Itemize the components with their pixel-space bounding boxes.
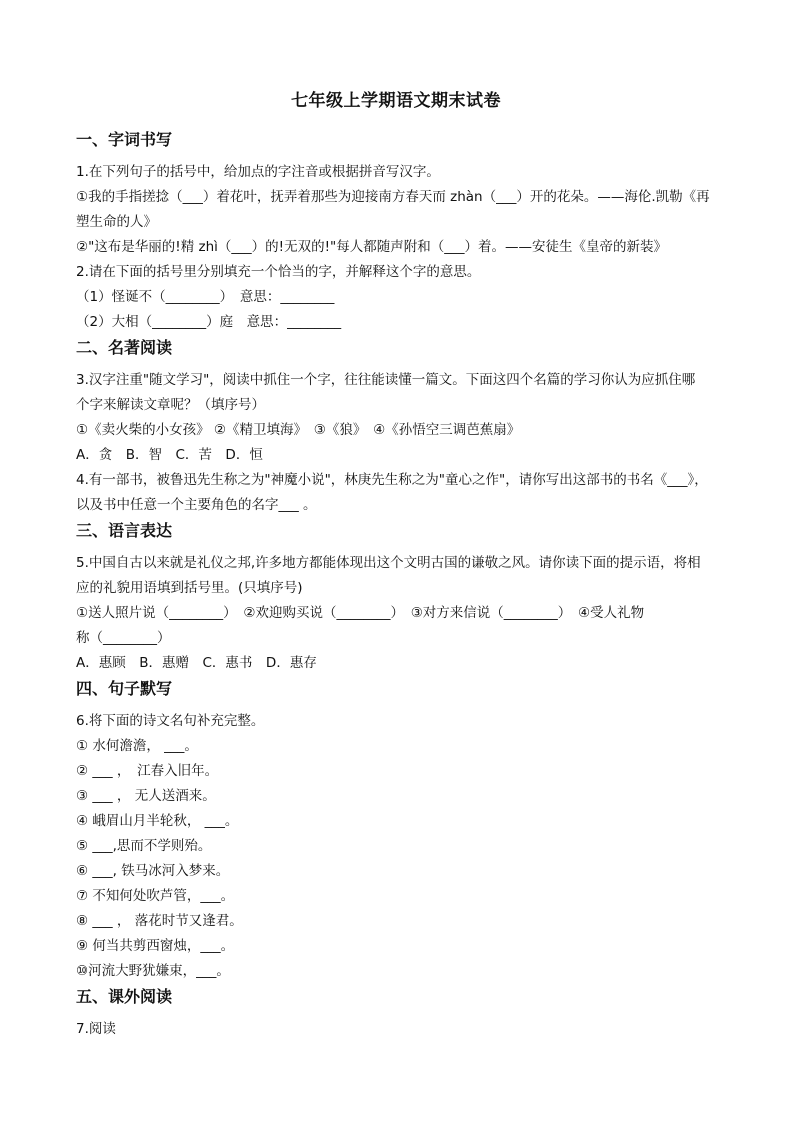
question-line: ①送人照片说（________） ②欢迎购买说（________） ③对方来信说（________） ④受人礼物	[76, 605, 645, 621]
question-line: 塑生命的人》	[76, 214, 157, 230]
question-line: ①《卖火柴的小女孩》 ②《精卫填海》 ③《狼》 ④《孙悟空三调芭蕉扇》	[76, 422, 521, 438]
section-1	[76, 127, 716, 335]
poem-line: ⑩河流大野犹嫌束，___。	[76, 963, 230, 979]
question-line: 5.中国自古以来就是礼仪之邦,许多地方都能体现出这个文明古国的谦敬之风。请你读下面的提示语，将相	[76, 555, 701, 571]
question-line: 应的礼貌用语填到括号里。(只填序号)	[76, 580, 303, 596]
section-3	[76, 518, 716, 676]
poem-line: ⑨ 何当共剪西窗烛，___。	[76, 938, 235, 954]
page-title: 七年级上学期语文期末试卷	[291, 91, 501, 111]
question-line: 个字来解读文章呢？（填序号）	[76, 397, 265, 413]
question-line: 4.有一部书，被鲁迅先生称之为"神魔小说"，林庚先生称之为"童心之作"，请你写出这部书的书名《___》，	[76, 472, 708, 488]
question-line: 3.汉字注重"随文学习"，阅读中抓住一个字，往往能读懂一篇文。下面这四个名篇的学习你认为应抓住哪	[76, 372, 696, 388]
poem-line: ① 水何澹澹， ___。	[76, 738, 198, 754]
question-line: 以及书中任意一个主要角色的名字___ 。	[76, 497, 317, 513]
question-line: A．惠顾 B．惠赠 C．惠书 D．惠存	[76, 655, 317, 671]
question-line: ①我的手指搓捻（___）着花叶，抚弄着那些为迎接南方春天而 zhàn（___）开的花朵。——海伦.凯勒《再	[76, 189, 710, 205]
question-line: 称（________）	[76, 630, 171, 646]
question-line: 2.请在下面的括号里分别填充一个恰当的字，并解释这个字的意思。	[76, 264, 481, 280]
section-4	[76, 676, 716, 984]
section-heading: 五、课外阅读	[76, 987, 173, 1006]
poem-line: ④ 峨眉山月半轮秋， ___。	[76, 813, 239, 829]
poem-line: ⑥ ___, 铁马冰河入梦来。	[76, 863, 230, 879]
question-line: 1.在下列句子的括号中，给加点的字注音或根据拼音写汉字。	[76, 164, 440, 180]
poem-line: ② ___ ， 江春入旧年。	[76, 763, 219, 779]
section-5	[76, 984, 716, 1042]
question-line: 6.将下面的诗文名句补充完整。	[76, 713, 265, 729]
question-line: 7.阅读	[76, 1021, 116, 1037]
section-heading: 一、字词书写	[76, 130, 173, 149]
poem-line: ⑤ ___,思而不学则殆。	[76, 838, 212, 854]
poem-line: ⑦ 不知何处吹芦管，___。	[76, 888, 235, 904]
question-line: （1）怪诞不（________） 意思：________	[76, 289, 335, 305]
section-heading: 二、名著阅读	[76, 338, 173, 357]
question-line: （2）大相（________）庭 意思：________	[76, 314, 342, 330]
section-heading: 四、句子默写	[76, 679, 173, 698]
question-line: ②"这布是华丽的!精 zhì（___）的!无双的!"每人都随声附和（___）着。——安徒生《皇帝的新装》	[76, 239, 667, 255]
poem-line: ③ ___ ， 无人送酒来。	[76, 788, 216, 804]
section-2	[76, 335, 716, 518]
poem-line: ⑧ ___ ， 落花时节又逢君。	[76, 913, 243, 929]
section-heading: 三、语言表达	[76, 521, 173, 540]
question-line: A．贪 B．智 C．苦 D．恒	[76, 447, 263, 463]
